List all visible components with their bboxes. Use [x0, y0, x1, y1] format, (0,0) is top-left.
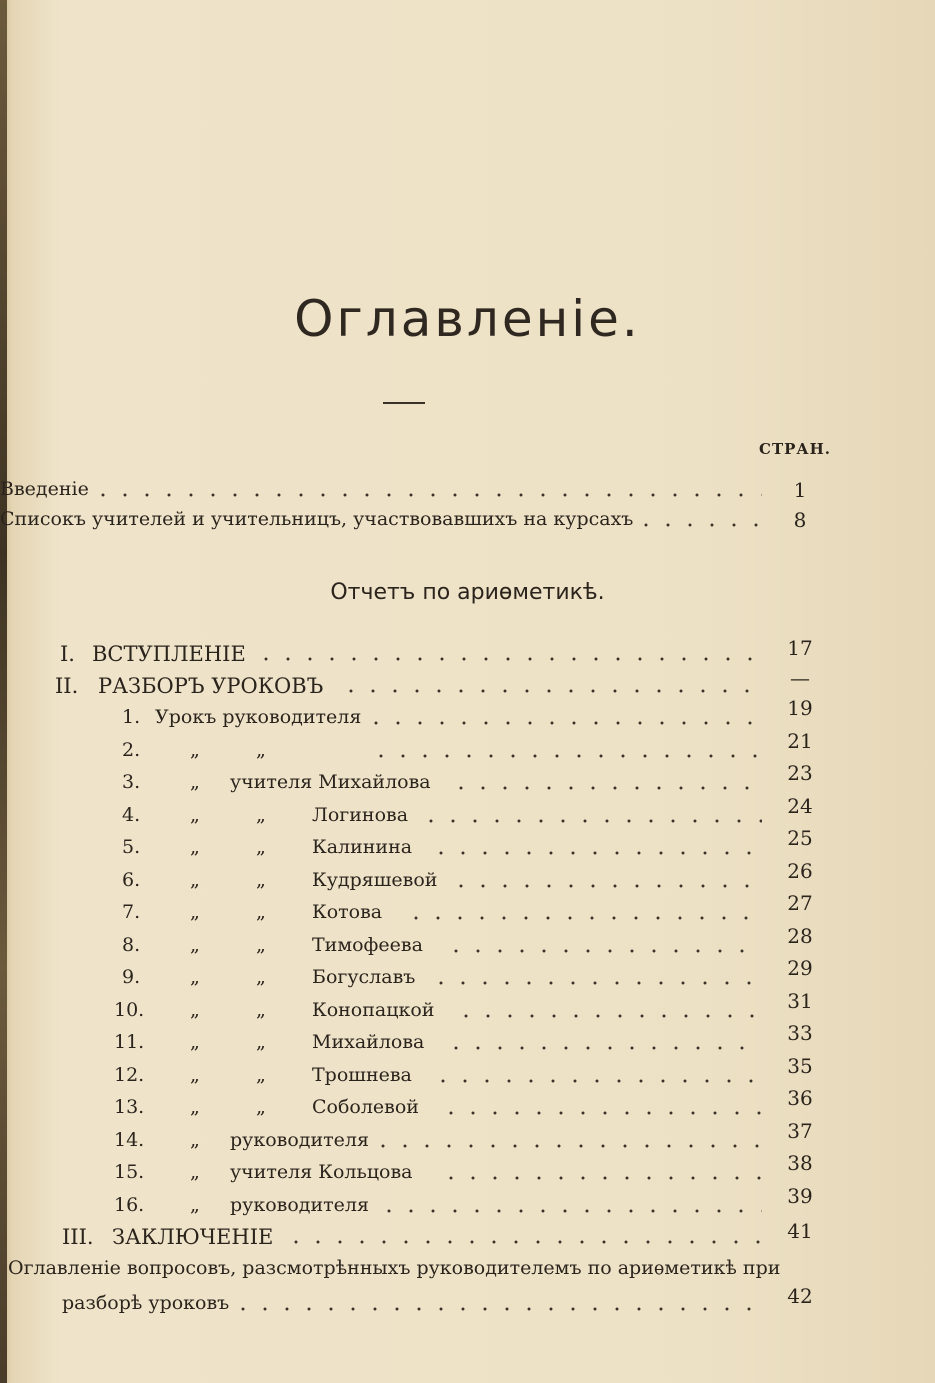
- leader-dots: [450, 783, 762, 793]
- leader-dots: [232, 1304, 762, 1314]
- lesson-page: 38: [787, 1151, 813, 1175]
- lesson-label: руководителя: [230, 1128, 369, 1151]
- toc-entry-label: Введеніе: [0, 478, 89, 500]
- lesson-number: 14.: [114, 1128, 145, 1151]
- ditto-mark: „: [256, 966, 266, 988]
- part-page: 41: [787, 1219, 813, 1243]
- lesson-number: 10.: [114, 998, 145, 1021]
- leader-dots: [455, 1011, 762, 1021]
- leader-dots: [430, 978, 762, 988]
- ditto-mark: „: [256, 738, 266, 761]
- ditto-mark: „: [190, 998, 200, 1021]
- lesson-number: 13.: [114, 1096, 145, 1118]
- lesson-number: 8.: [122, 933, 141, 956]
- leader-dots: [365, 718, 762, 728]
- lesson-page: 27: [787, 891, 813, 915]
- lesson-page: 21: [787, 728, 813, 753]
- closing-entry-line1: Оглавленіе вопросовъ, разсмотрѣнныхъ руководителемъ по ариѳметикѣ при: [8, 1257, 781, 1279]
- page-title: Оглавленіе.: [294, 290, 641, 348]
- lesson-label: Кудряшевой: [312, 868, 438, 891]
- ditto-mark: „: [190, 738, 200, 761]
- leader-dots: [450, 881, 762, 891]
- lesson-page: 25: [787, 826, 813, 850]
- toc-entry: [0, 478, 935, 508]
- lesson-label: Соболевой: [312, 1096, 419, 1118]
- lesson-label: учителя Кольцова: [230, 1161, 413, 1183]
- toc-entry-page: 1: [793, 478, 807, 502]
- lesson-label: Трошнева: [312, 1063, 412, 1086]
- ditto-mark: „: [190, 1031, 200, 1053]
- toc-part: [0, 1219, 935, 1255]
- part-number: II.: [55, 674, 79, 698]
- lesson-page: 36: [787, 1086, 813, 1110]
- lesson-number: 9.: [122, 966, 141, 988]
- part-label: РАЗБОРЪ УРОКОВЪ: [98, 674, 324, 698]
- lesson-label: Михайлова: [312, 1031, 425, 1053]
- lesson-page: 39: [787, 1183, 813, 1208]
- page-column-header: СТРАН.: [759, 440, 831, 458]
- ditto-mark: „: [190, 1161, 200, 1183]
- lesson-label: Котова: [312, 901, 383, 923]
- lesson-label: Логинова: [312, 803, 409, 826]
- lesson-number: 4.: [122, 803, 141, 826]
- ditto-mark: „: [190, 901, 200, 923]
- lesson-label: учителя Михайлова: [230, 771, 431, 793]
- ditto-mark: „: [256, 1096, 266, 1118]
- part-page: —: [790, 666, 810, 690]
- ditto-mark: „: [190, 803, 200, 826]
- lesson-number: 12.: [114, 1063, 145, 1086]
- toc-entry: [0, 508, 935, 538]
- lesson-page: 33: [787, 1021, 813, 1045]
- closing-entry-page: 42: [787, 1284, 813, 1308]
- leader-dots: [445, 1043, 762, 1053]
- lesson-page: 24: [787, 793, 813, 818]
- lesson-number: 7.: [122, 901, 141, 923]
- ditto-mark: „: [190, 966, 200, 988]
- lesson-page: 26: [787, 858, 813, 883]
- ditto-mark: „: [256, 933, 266, 956]
- ditto-mark: „: [190, 933, 200, 956]
- lesson-page: 23: [787, 761, 813, 785]
- ditto-mark: „: [256, 998, 266, 1021]
- leader-dots: [430, 848, 762, 858]
- lesson-label: Тимофеева: [312, 933, 423, 956]
- part-label: ЗАКЛЮЧЕНІЕ: [112, 1225, 274, 1249]
- lesson-number: 11.: [114, 1031, 145, 1053]
- ditto-mark: „: [190, 1063, 200, 1086]
- ditto-mark: „: [190, 1096, 200, 1118]
- leader-dots: [445, 946, 762, 956]
- lesson-label: руководителя: [230, 1193, 369, 1216]
- leader-dots: [440, 1108, 762, 1118]
- ditto-mark: „: [256, 1063, 266, 1086]
- leader-dots: [405, 913, 762, 923]
- ditto-mark: „: [190, 836, 200, 858]
- ditto-mark: „: [256, 868, 266, 891]
- part-number: I.: [60, 642, 75, 666]
- lesson-number: 2.: [122, 738, 141, 761]
- leader-dots: [635, 520, 762, 530]
- part-label: ВСТУПЛЕНІЕ: [92, 642, 246, 666]
- toc-entry-closing: [0, 1257, 935, 1287]
- part-number: III.: [62, 1225, 94, 1249]
- leader-dots: [285, 1237, 762, 1247]
- leader-dots: [420, 816, 762, 826]
- ditto-mark: „: [256, 803, 266, 826]
- lesson-page: 19: [787, 696, 813, 720]
- toc-entry-page: 8: [793, 508, 807, 532]
- lesson-page: 31: [787, 988, 813, 1013]
- closing-entry-line2: разборѣ уроковъ: [62, 1292, 230, 1314]
- lesson-label: Урокъ руководителя: [155, 706, 362, 728]
- leader-dots: [378, 1206, 762, 1216]
- lesson-page: 37: [787, 1118, 813, 1143]
- part-page: 17: [787, 636, 813, 660]
- lesson-number: 15.: [114, 1161, 145, 1183]
- ditto-mark: „: [256, 1031, 266, 1053]
- lesson-number: 16.: [114, 1193, 145, 1216]
- ditto-mark: „: [190, 771, 200, 793]
- lesson-number: 5.: [122, 836, 141, 858]
- lesson-number: 6.: [122, 868, 141, 891]
- leader-dots: [372, 1141, 762, 1151]
- ditto-mark: „: [256, 836, 266, 858]
- leader-dots: [92, 490, 762, 500]
- leader-dots: [370, 751, 762, 761]
- leader-dots: [440, 1173, 762, 1183]
- lesson-number: 3.: [122, 771, 141, 793]
- lesson-label: Конопацкой: [312, 998, 435, 1021]
- section-heading: Отчетъ по ариѳметикѣ.: [330, 580, 605, 605]
- lesson-label: Богуславъ: [312, 966, 416, 988]
- lesson-page: 35: [787, 1053, 813, 1078]
- ditto-mark: „: [190, 868, 200, 891]
- lesson-number: 1.: [122, 706, 141, 728]
- ditto-mark: „: [190, 1128, 200, 1151]
- toc-entry-label: Списокъ учителей и учительницъ, участвовавшихъ на курсахъ: [0, 508, 634, 530]
- leader-dots: [432, 1076, 762, 1086]
- leader-dots: [340, 686, 762, 696]
- ditto-mark: „: [256, 901, 266, 923]
- lesson-label: Калинина: [312, 836, 413, 858]
- toc-entry-closing-cont: [0, 1284, 935, 1322]
- title-divider: [383, 402, 425, 404]
- lesson-page: 28: [787, 923, 813, 948]
- ditto-mark: „: [190, 1193, 200, 1216]
- leader-dots: [255, 654, 762, 664]
- lesson-page: 29: [787, 956, 813, 980]
